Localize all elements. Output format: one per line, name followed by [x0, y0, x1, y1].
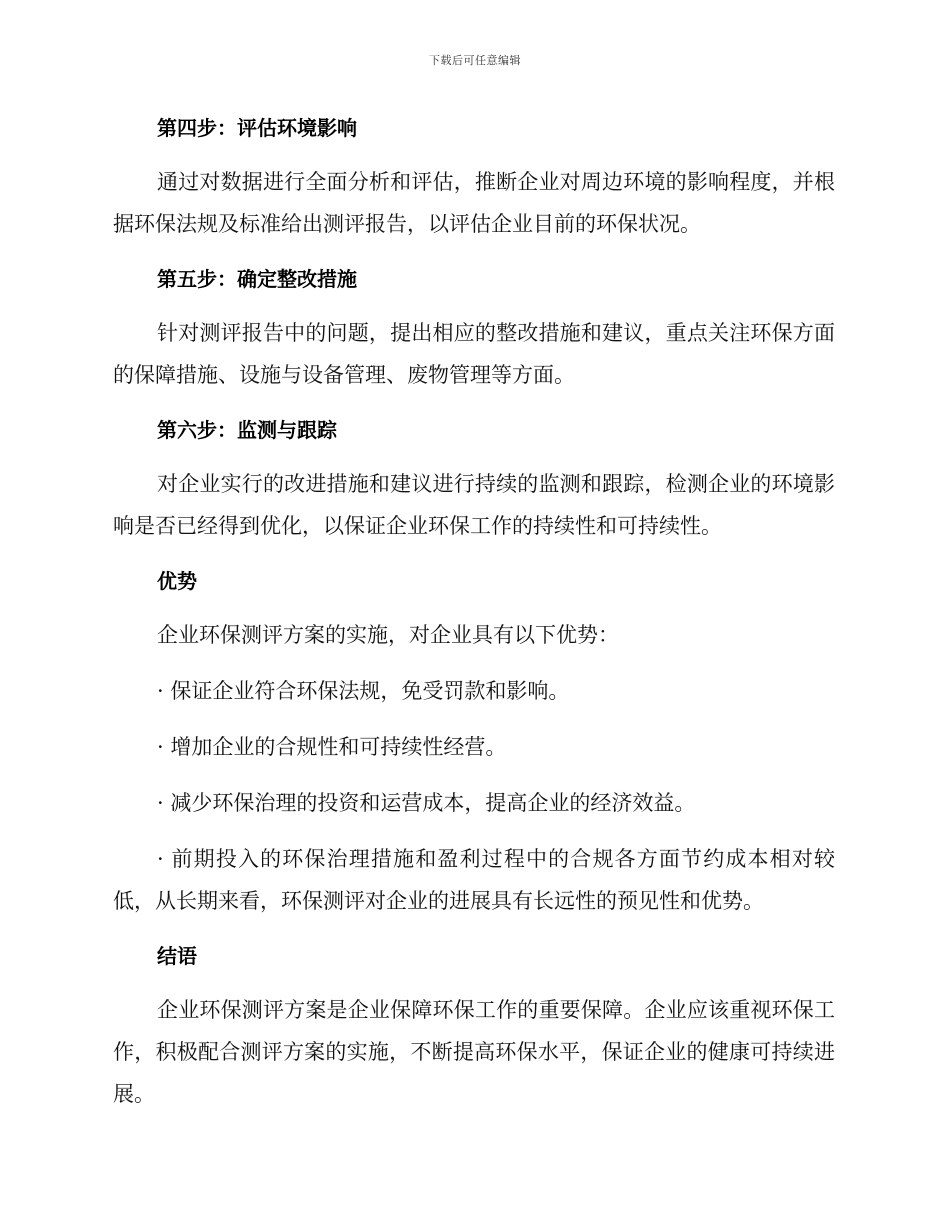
- section-heading-step5: 第五步：确定整改措施: [157, 267, 357, 291]
- advantage-item: · 增加企业的合规性和可持续性经营。: [157, 735, 507, 759]
- advantage-item: · 保证企业符合环保法规，免受罚款和影响。: [157, 679, 570, 703]
- section-heading-conclusion: 结语: [157, 944, 197, 968]
- document-body: [113, 108, 835, 1115]
- section-body-step6: 对企业实行的改进措施和建议进行持续的监测和跟踪，检测企业的环境影响是否已经得到优化，以保证企业环保工作的持续性和可持续性。: [113, 472, 835, 538]
- advantage-item: · 前期投入的环保治理措施和盈利过程中的合规各方面节约成本相对较低，从长期来看，环保测评对企业的进展具有长远性的预见性和优势。: [113, 847, 835, 913]
- section-heading-advantages: 优势: [157, 569, 197, 593]
- advantages-intro: 企业环保测评方案的实施，对企业具有以下优势：: [157, 623, 619, 647]
- section-heading-step4: 第四步：评估环境影响: [157, 116, 357, 140]
- section-body-step5: 针对测评报告中的问题，提出相应的整改措施和建议，重点关注环保方面的保障措施、设施与设备管理、废物管理等方面。: [113, 321, 835, 387]
- advantage-item: · 减少环保治理的投资和运营成本，提高企业的经济效益。: [157, 791, 696, 815]
- section-body-step4: 通过对数据进行全面分析和评估，推断企业对周边环境的影响程度，并根据环保法规及标准给出测评报告，以评估企业目前的环保状况。: [113, 170, 835, 236]
- section-body-conclusion: 企业环保测评方案是企业保障环保工作的重要保障。企业应该重视环保工作，积极配合测评方案的实施，不断提高环保水平，保证企业的健康可持续进展。: [113, 998, 835, 1106]
- page-header: 下载后可任意编辑: [429, 54, 521, 67]
- section-heading-step6: 第六步：监测与跟踪: [157, 418, 337, 442]
